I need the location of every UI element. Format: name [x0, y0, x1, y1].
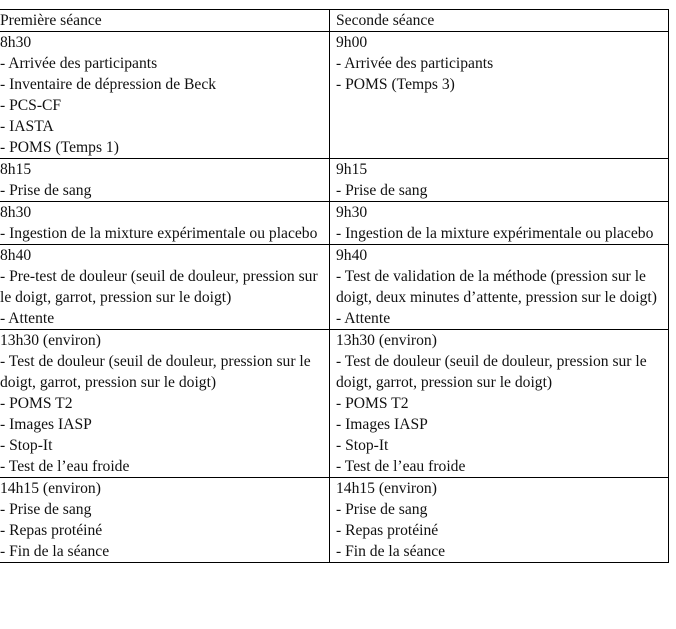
cell-line: 14h15 (environ): [0, 480, 101, 497]
cell-line: - Pre-test de douleur (seuil de douleur, pression sur le doigt, garrot, pression sur le doigt): [0, 268, 318, 306]
cell-line: 13h30 (environ): [0, 332, 101, 349]
cell-line: - Prise de sang: [0, 182, 92, 199]
first-session-cell: [0, 245, 329, 330]
cell-line: - Fin de la séance: [0, 543, 110, 560]
cell-line: - IASTA: [0, 118, 54, 135]
cell-line: - POMS T2: [335, 395, 409, 412]
first-session-cell: [0, 159, 329, 202]
first-session-cell: [0, 478, 329, 563]
cell-line: - Stop-It: [0, 437, 53, 454]
table-row: [0, 202, 669, 245]
cell-line: - Test de l’eau froide: [335, 458, 466, 475]
second-session-cell: [329, 159, 668, 202]
table-row: [0, 330, 669, 478]
cell-line: 9h00: [335, 34, 368, 51]
cell-line: 9h30: [335, 204, 368, 221]
cell-line: 8h30: [0, 204, 32, 221]
table-row: [0, 245, 669, 330]
first-session-cell: [0, 32, 329, 159]
table-row: [0, 32, 669, 159]
header-second-session: Seconde séance: [329, 10, 668, 32]
cell-line: - Test de douleur (seuil de douleur, pression sur le doigt, garrot, pression sur le doigt): [0, 353, 311, 391]
cell-line: - POMS (Temps 1): [0, 139, 119, 156]
cell-line: - POMS T2: [0, 395, 73, 412]
cell-line: - Images IASP: [335, 416, 428, 433]
cell-line: - Attente: [0, 310, 55, 327]
cell-line: - Prise de sang: [335, 182, 428, 199]
cell-line: - Prise de sang: [335, 501, 428, 518]
cell-line: - Repas protéiné: [0, 522, 103, 539]
cell-line: - Test de douleur (seuil de douleur, pression sur le doigt, garrot, pression sur le doigt): [335, 353, 647, 391]
cell-line: 8h15: [0, 161, 32, 178]
second-session-cell: [329, 478, 668, 563]
table-row: [0, 159, 669, 202]
cell-line: - Stop-It: [335, 437, 389, 454]
second-session-cell: [329, 202, 668, 245]
cell-line: - POMS (Temps 3): [335, 76, 455, 93]
cell-line: - Attente: [335, 310, 391, 327]
cell-line: 9h40: [335, 247, 368, 264]
cell-line: - Inventaire de dépression de Beck: [0, 76, 217, 93]
cell-line: 8h30: [0, 34, 32, 51]
cell-line: - Ingestion de la mixture expérimentale ou placebo: [0, 225, 318, 242]
second-session-cell: [329, 330, 668, 478]
cell-line: - Images IASP: [0, 416, 92, 433]
cell-line: - Test de validation de la méthode (pression sur le doigt, deux minutes d’attente, pression sur le doigt): [335, 268, 657, 306]
first-session-cell: [0, 202, 329, 245]
cell-line: - Arrivée des participants: [0, 55, 158, 72]
cell-line: - Ingestion de la mixture expérimentale ou placebo: [335, 225, 654, 242]
second-session-cell: [329, 32, 668, 159]
table-header-row: [0, 10, 669, 32]
cell-line: 8h40: [0, 247, 32, 264]
cell-line: - Arrivée des participants: [335, 55, 494, 72]
cell-line: - Fin de la séance: [335, 543, 446, 560]
cell-line: 9h15: [335, 161, 368, 178]
header-first-session: Première séance: [0, 10, 329, 32]
session-schedule-table: [0, 9, 669, 563]
cell-line: 13h30 (environ): [335, 332, 437, 349]
cell-line: 14h15 (environ): [335, 480, 437, 497]
cell-line: - Repas protéiné: [335, 522, 439, 539]
cell-line: - Test de l’eau froide: [0, 458, 130, 475]
second-session-cell: [329, 245, 668, 330]
cell-line: - Prise de sang: [0, 501, 92, 518]
table-row: [0, 478, 669, 563]
cell-line: - PCS-CF: [0, 97, 62, 114]
first-session-cell: [0, 330, 329, 478]
